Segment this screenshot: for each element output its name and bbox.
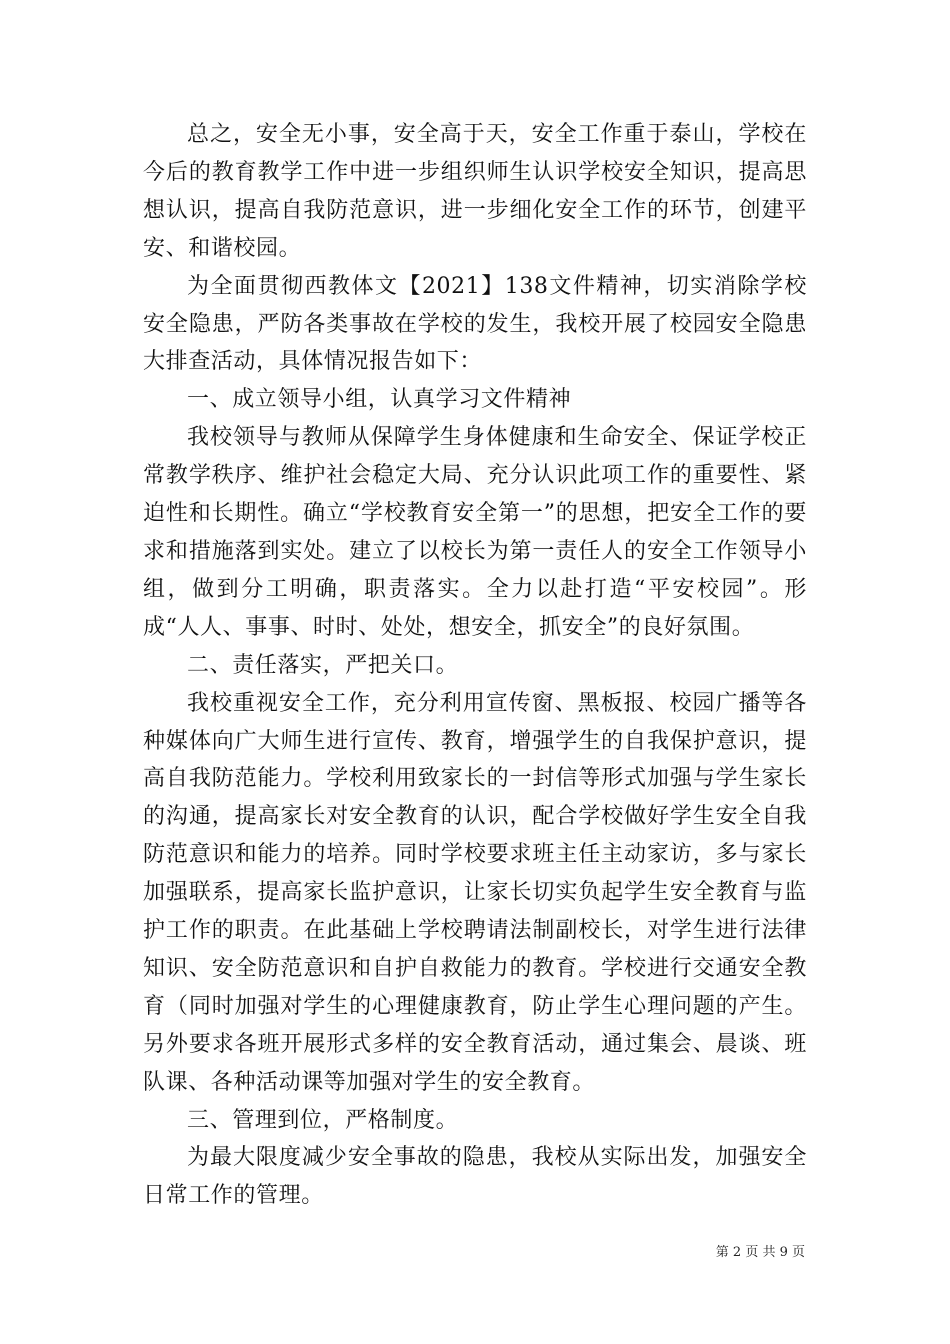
section-heading-1: 一、成立领导小组，认真学习文件精神: [187, 387, 572, 413]
paragraph-conclusion: 总之，安全无小事，安全高于天，安全工作重于泰山，学校在今后的教育教学工作中进一步组织师生认识学校安全知识，提高思想认识，提高自我防范意识，进一步细化安全工作的环节，创建平安、和谐校园。: [143, 122, 807, 261]
paragraph-section-2: 我校重视安全工作，充分利用宣传窗、黑板报、校园广播等各种媒体向广大师生进行宣传、教育，增强学生的自我保护意识，提高自我防范能力。学校利用致家长的一封信等形式加强与学生家长的沟通，提高家长对安全教育的认识，配合学校做好学生安全自我防范意识和能力的培养。同时学校要求班主任主动家访，多与家长加强联系，提高家长监护意识，让家长切实负起学生安全教育与监护工作的职责。在此基础上学校聘请法制副校长，对学生进行法律知识、安全防范意识和自护自救能力的教育。学校进行交通安全教育（同时加强对学生的心理健康教育，防止学生心理问题的产生。另外要求各班开展形式多样的安全教育活动，通过集会、晨谈、班队课、各种活动课等加强对学生的安全教育。: [143, 690, 807, 1095]
paragraph-section-3: 为最大限度减少安全事故的隐患，我校从实际出发，加强安全日常工作的管理。: [143, 1145, 807, 1209]
section-heading-3: 三、管理到位，严格制度。: [187, 1107, 459, 1133]
page-number-footer: 第 2 页 共 9 页: [715, 1245, 805, 1260]
section-heading-2: 二、责任落实，严把关口。: [187, 652, 459, 678]
document-body: [143, 116, 807, 1215]
paragraph-introduction: 为全面贯彻西教体文【2021】138文件精神，切实消除学校安全隐患，严防各类事故在学校的发生，我校开展了校园安全隐患大排查活动，具体情况报告如下：: [143, 273, 807, 375]
paragraph-section-1: 我校领导与教师从保障学生身体健康和生命安全、保证学校正常教学秩序、维护社会稳定大局、充分认识此项工作的重要性、紧迫性和长期性。确立“学校教育安全第一”的思想，把安全工作的要求和措施落到实处。建立了以校长为第一责任人的安全工作领导小组，做到分工明确，职责落实。全力以赴打造“平安校园”。形成“人人、事事、时时、处处，想安全，抓安全”的良好氛围。: [143, 425, 807, 640]
